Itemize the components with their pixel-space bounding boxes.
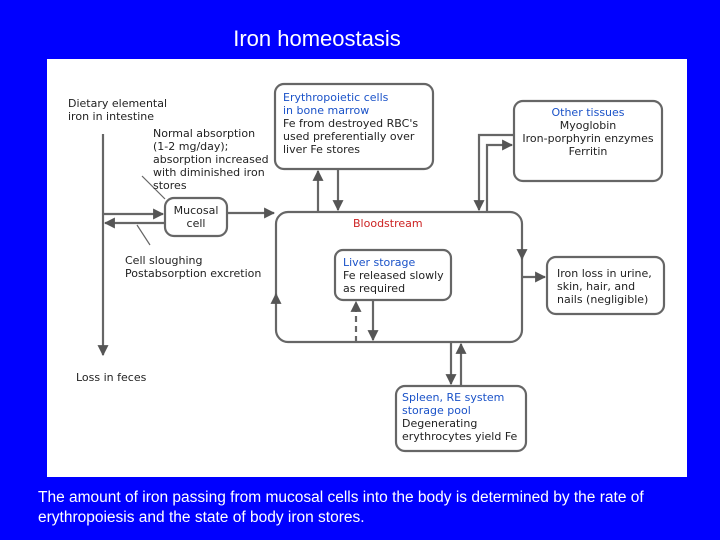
- spleen-body-2: erythrocytes yield Fe: [402, 430, 518, 443]
- absorption-line-1: Normal absorption: [153, 127, 256, 140]
- spleen-heading-2: storage pool: [402, 404, 471, 417]
- iron-loss-label: [557, 267, 652, 306]
- liver-body-2: as required: [343, 282, 406, 295]
- sloughing-line-2: Postabsorption excretion: [125, 267, 262, 280]
- liver-heading: Liver storage: [343, 256, 416, 269]
- slide-title: Iron homeostasis: [233, 26, 401, 51]
- absorption-line-4: with diminished iron: [153, 166, 265, 179]
- other-tissues-label: [514, 106, 662, 158]
- dietary-iron-label: [68, 97, 167, 123]
- mucosal-cell-label: [165, 204, 227, 230]
- tissues-body-3: Ferritin: [568, 145, 608, 158]
- absorption-line-3: absorption increased: [153, 153, 269, 166]
- loss-in-feces-label: Loss in feces: [76, 371, 147, 384]
- dietary-line-1: Dietary elemental: [68, 97, 168, 110]
- absorption-line-2: (1-2 mg/day);: [153, 140, 229, 153]
- erythro-body-2: used preferentially over: [283, 130, 415, 143]
- normal-absorption-label: [153, 127, 269, 192]
- mucosal-line-1: Mucosal: [173, 204, 219, 217]
- spleen-body-1: Degenerating: [402, 417, 478, 430]
- iron-loss-line-3: nails (negligible): [557, 293, 649, 306]
- sloughing-pointer: [137, 225, 150, 245]
- liver-storage-label: [343, 256, 444, 295]
- iron-homeostasis-diagram: [47, 59, 687, 477]
- erythropoietic-label: [283, 91, 418, 156]
- liver-body-1: Fe released slowly: [343, 269, 444, 282]
- dietary-line-2: iron in intestine: [68, 110, 155, 123]
- mucosal-line-2: cell: [186, 217, 206, 230]
- erythro-body-1: Fe from destroyed RBC's: [283, 117, 419, 130]
- tissues-body-2: Iron-porphyrin enzymes: [522, 132, 654, 145]
- slide-caption: The amount of iron passing from mucosal cells into the body is determined by the rate of erythropoiesis and the state of body iron stores.: [38, 489, 644, 526]
- spleen-label: [402, 391, 517, 443]
- tissues-body-1: Myoglobin: [559, 119, 617, 132]
- erythro-heading-2: in bone marrow: [283, 104, 370, 117]
- tissue-supply-arrow: [487, 145, 512, 212]
- iron-loss-line-1: Iron loss in urine,: [557, 267, 652, 280]
- erythro-body-3: liver Fe stores: [283, 143, 360, 156]
- spleen-heading-1: Spleen, RE system: [402, 391, 505, 404]
- tissues-heading: Other tissues: [551, 106, 625, 119]
- cell-sloughing-label: [125, 254, 261, 280]
- iron-loss-line-2: skin, hair, and: [557, 280, 636, 293]
- tissue-return-arrow: [479, 135, 514, 210]
- bloodstream-label: Bloodstream: [353, 217, 423, 230]
- absorption-line-5: stores: [153, 179, 187, 192]
- erythro-heading-1: Erythropoietic cells: [283, 91, 389, 104]
- sloughing-line-1: Cell sloughing: [125, 254, 203, 267]
